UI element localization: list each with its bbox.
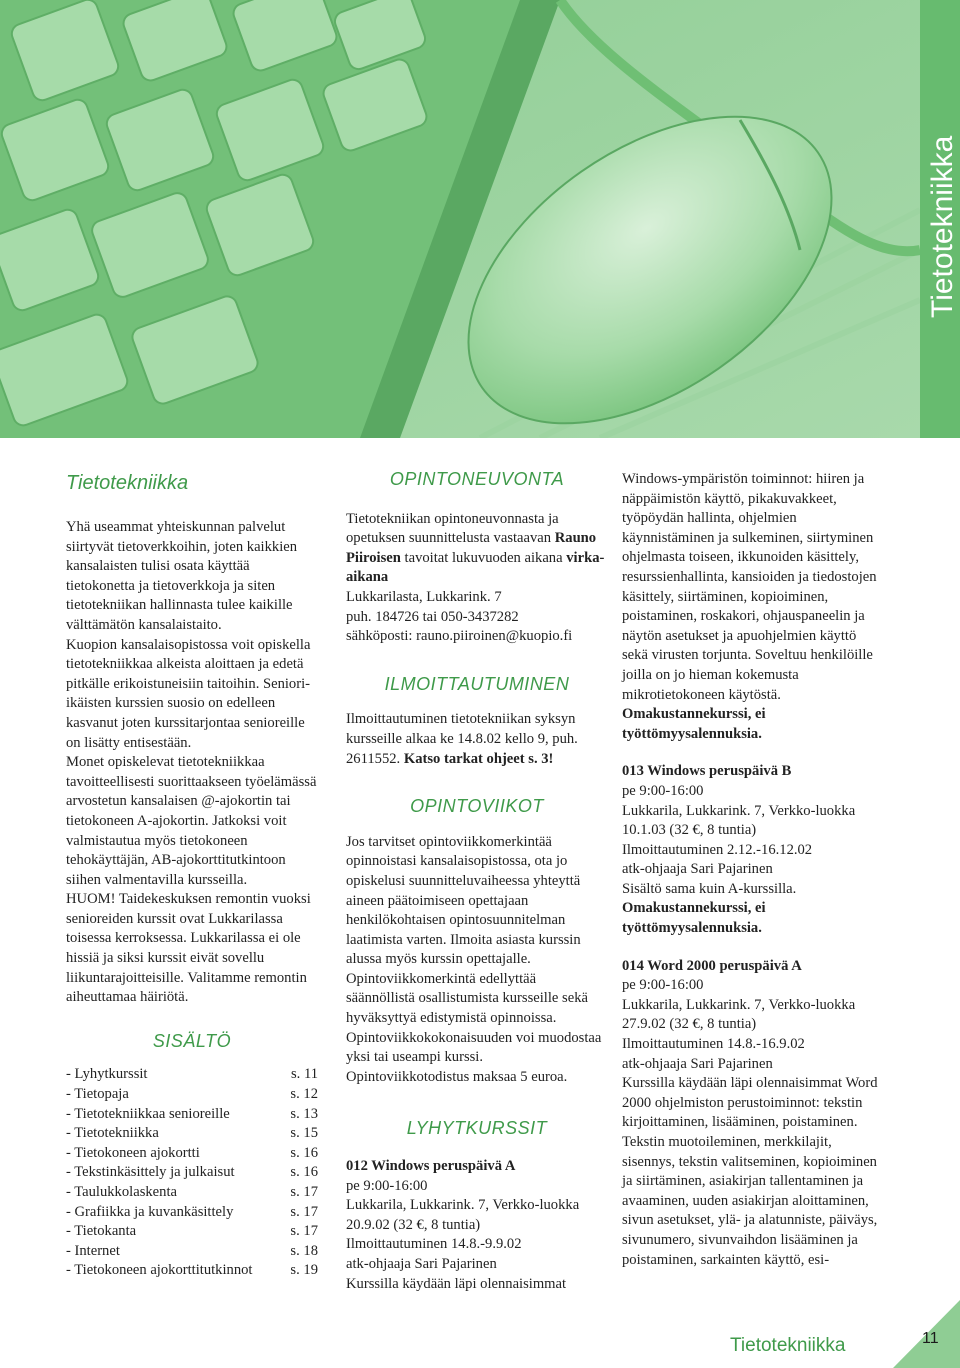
toc-item[interactable]: - Tietopaja s. 12: [66, 1086, 318, 1103]
toc-item[interactable]: - Tekstinkäsittely ja julkaisut s. 16: [66, 1164, 318, 1181]
opintoneuvonta-text: Tietotekniikan opintoneuvonnasta ja opetuksen suunnittelusta vastaavan Rauno Piiroisen tavoitat lukuvuoden aikana virka-aikana: [346, 510, 605, 586]
contact-phone: puh. 184726 tai 050-3437282: [346, 608, 519, 625]
course-014-line: Lukkarila, Lukkarink. 7, Verkko-luokka: [622, 996, 856, 1013]
toc-item[interactable]: - Tietokoneen ajokortti s. 16: [66, 1144, 318, 1161]
kuopio-paragraph: Kuopion kansalaisopistossa voit opiskella tietotekniikkaa alkeista aloittaen ja edetä pitkälle erikoistuneisiin taitoihin. Seniori-ikäisten kurssien suosio on edelleen kasvanut joten kurssitarjontaa senioreille on lisätty entisestään.: [66, 636, 311, 751]
toc-item[interactable]: - Internet s. 18: [66, 1242, 318, 1259]
courses-column: [622, 470, 884, 1270]
course-013-line: Lukkarila, Lukkarink. 7, Verkko-luokka: [622, 802, 856, 819]
toc-item[interactable]: - Grafiikka ja kuvankäsittely s. 17: [66, 1203, 318, 1220]
toc-item[interactable]: - Taulukkolaskenta s. 17: [66, 1184, 318, 1200]
opintoviikot-text: Jos tarvitset opintoviikkomerkintää opinnoistasi kansalaisopistossa, ota jo opiskelusi suunnitteluvaiheessa yhteyttä aineen päätoimiseen opettajaan henkilökohtaisen opintosuunnitelman laatimista varten. Ilmoita asiasta kurssin alussa myös kurssin opettajalle. Opintoviikkomerkintä edellyttää säännöllistä osallistumista kursseille sekä hyväksyttyä edistymistä opinnoissa. Opintoviikkokokonaisuuden voi muodostaa yksi tai useampi kurssi. Opintoviikkotodistus maksaa 5 euroa.: [346, 833, 602, 1085]
course-014-description: Kurssilla käydään läpi olennaisimmat Word 2000 ohjelmiston perustoiminnot: tekstin kirjoittaminen, lisääminen, poistaminen. Tekstin muotoileminen, merkkilajit, sisennys, tekstin valitseminen, kopioiminen ja siirtäminen, asiakirjan tallentaminen ja avaaminen, uuden asiakirjan aloittaminen, sivun asetukset, ylä- ja alatunniste, päiväys, sivunumero, sivunvaihdon lisääminen ja poistaminen, sarkainten käyttö, esi-: [622, 1075, 878, 1268]
course-012-line: Lukkarila, Lukkarink. 7, Verkko-luokka: [346, 1197, 580, 1214]
course-013-note: Sisältö sama kuin A-kurssilla. Omakustannekurssi, ei työttömyysalennuksia.: [622, 880, 797, 937]
toc-heading: SISÄLTÖ: [152, 1030, 232, 1051]
course-012-line: atk-ohjaaja Sari Pajarinen: [346, 1256, 497, 1272]
contact-address: Lukkarilasta, Lukkarink. 7: [346, 588, 502, 605]
intro-column: [66, 470, 318, 1281]
intro-paragraph: Yhä useammat yhteiskunnan palvelut siirtyvät tietoverkkoihin, joten kaikkien kansalaisten tulisi osata käyttää tietokonetta ja tietoverkkoja ja siten tietotekniikan hallinnasta tulee kaikille välttämätön kansalaistaito.: [66, 519, 298, 633]
course-014-line: 27.9.02 (32 €, 8 tuntia): [622, 1016, 757, 1033]
course-013-line: Ilmoittautuminen 2.12.-16.12.02: [622, 841, 813, 858]
course-012-line: pe 9:00-16:00: [346, 1177, 428, 1194]
toc-item[interactable]: - Tietokoneen ajokorttitutkinnot s. 19: [66, 1262, 318, 1279]
course-014-line: atk-ohjaaja Sari Pajarinen: [622, 1055, 773, 1072]
table-of-contents: [66, 1065, 318, 1281]
ilmoittautuminen-text: Ilmoittautuminen tietotekniikan syksyn kursseille alkaa ke 14.8.02 kello 9, puh. 2611552. Katso tarkat ohjeet s. 3!: [346, 711, 578, 767]
contact-name: Rauno Piiroisen: [346, 530, 597, 566]
toc-item[interactable]: - Tietotekniikkaa senioreille s. 13: [66, 1105, 318, 1122]
course-014-line: pe 9:00-16:00: [622, 977, 704, 994]
footer-title: Tietotekniikka: [730, 1335, 846, 1356]
course-013-line: pe 9:00-16:00: [622, 782, 704, 799]
section-heading: Tietotekniikka: [66, 472, 189, 494]
toc-item[interactable]: - Lyhytkurssit s. 11: [66, 1066, 318, 1083]
contact-email[interactable]: sähköposti: rauno.piiroinen@kuopio.fi: [346, 628, 573, 645]
course-014-line: Ilmoittautuminen 14.8.-16.9.02: [622, 1036, 805, 1053]
toc-item[interactable]: - Tietokanta s. 17: [66, 1223, 318, 1240]
course-014-title: 014 Word 2000 peruspäivä A: [622, 957, 802, 974]
course-013-line: 10.1.03 (32 €, 8 tuntia): [622, 822, 757, 839]
opintoviikot-heading: OPINTOVIIKOT: [410, 796, 544, 817]
windows-description: Windows-ympäristön toiminnot: hiiren ja näppäimistön käyttö, pikakuvakkeet, työpöydän hallinta, ohjelmien käynnistäminen ja sulkeminen, siirtyminen ohjelmasta toiseen, ikkunoiden käsittely, resurssienhallinta, kansioiden ja tiedostojen käsittely, siirtäminen, kopioiminen, poistaminen, roskakori, ohjauspaneelin ja näytön asetukset ja apuohjelmien käyttö sekä virusten torjunta. Soveltuu henkilöille joilla on jo hieman kokemusta mikrotietokoneen käytöstä. Omakustannekurssi, ei työttömyysalennuksia.: [622, 471, 877, 742]
course-012-title: 012 Windows peruspäivä A: [346, 1158, 516, 1175]
course-012-line: Ilmoittautuminen 14.8.-9.9.02: [346, 1236, 522, 1253]
lyhytkurssit-heading: LYHYTKURSSIT: [406, 1118, 548, 1139]
opintoneuvonta-heading: OPINTONEUVONTA: [389, 469, 565, 489]
course-013-title: 013 Windows peruspäivä B: [622, 763, 792, 780]
ilmoittautuminen-heading: ILMOITTAUTUMINEN: [384, 673, 570, 694]
course-013-line: atk-ohjaaja Sari Pajarinen: [622, 861, 773, 878]
toc-item[interactable]: - Tietotekniikka s. 15: [66, 1125, 318, 1142]
ajokortti-paragraph: Monet opiskelevat tietotekniikkaa tavoitteellisesti suorittaakseen työelämässä arvostetun kansalaisen @-ajokortin tai tietokoneen A-ajokortin. Jatkoksi voit valmistautua myös tietokoneen tehokäyttäjän, AB-ajokorttitutkintoon siihen valmentavilla kursseilla.: [66, 754, 317, 888]
keyboard-mouse-illustration: [0, 0, 920, 438]
huom-paragraph: HUOM! Taidekeskuksen remontin vuoksi senioreiden kurssit ovat Lukkarilassa toisessa kerroksessa. Lukkarilassa ei ole hissiä ja siksi kurssit eivät sovellu liikuntarajoitteisille. Valitamme remontin aiheuttamaa häiriötä.: [66, 891, 311, 1006]
keyboard-mouse-photo: [0, 0, 920, 438]
info-column: [346, 470, 608, 1294]
course-012-line: Kurssilla käydään läpi olennaisimmat: [346, 1275, 567, 1292]
page-number: 11: [922, 1330, 939, 1347]
course-012-line: 20.9.02 (32 €, 8 tuntia): [346, 1216, 481, 1233]
